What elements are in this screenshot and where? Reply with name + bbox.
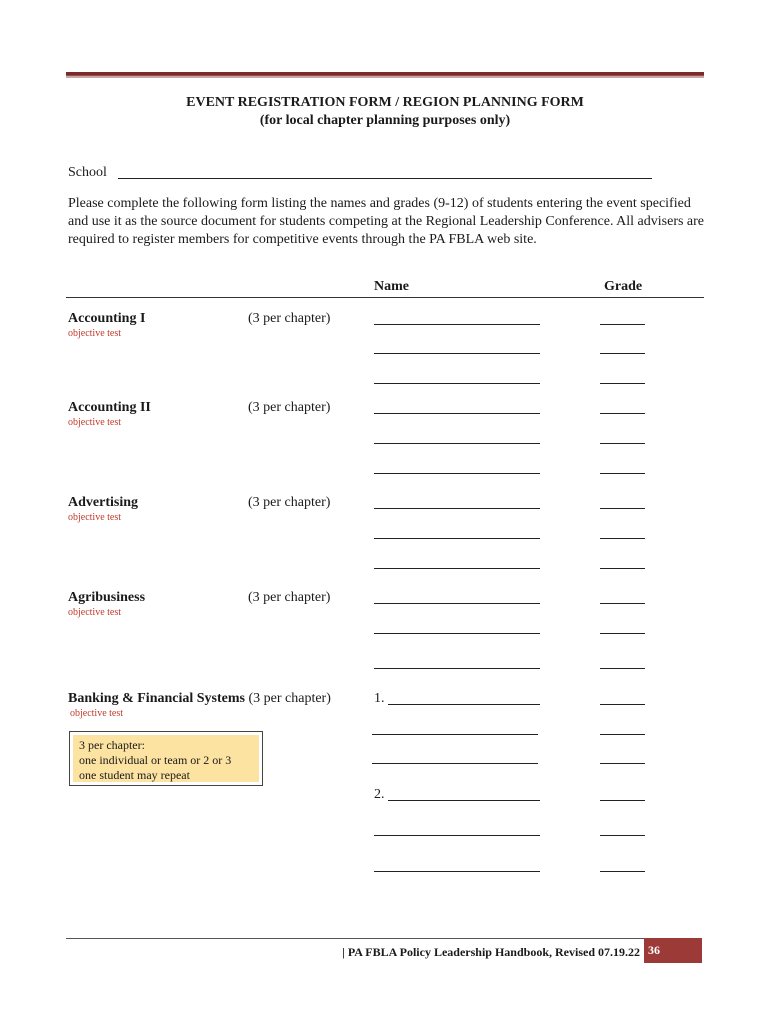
grade-entry-line[interactable] [600,413,645,414]
name-entry-line[interactable] [374,871,540,872]
name-entry-line[interactable] [374,443,540,444]
grade-entry-line[interactable] [600,668,645,669]
top-rule [66,72,704,78]
grade-entry-line[interactable] [600,835,645,836]
event-advertising-limit: (3 per chapter) [248,495,331,510]
event-banking-limit: (3 per chapter) [248,691,331,706]
name-entry-line[interactable] [374,508,540,509]
team-2-label: 2. [374,787,385,802]
team-note-line-3: one student may repeat [79,768,190,782]
grade-entry-line[interactable] [600,800,645,801]
grade-entry-line[interactable] [600,508,645,509]
name-entry-line[interactable] [374,413,540,414]
name-entry-line[interactable] [374,633,540,634]
event-accounting-2-type: objective test [68,417,122,428]
name-column-header: Name [374,279,409,294]
name-entry-line[interactable] [374,473,540,474]
team-note-line-2: one individual or team or 2 or 3 [79,753,232,767]
page-number: 36 [644,938,702,963]
team-note-box [69,731,263,786]
grade-entry-line[interactable] [600,383,645,384]
grade-entry-line[interactable] [600,353,645,354]
event-accounting-1-type: objective test [68,328,122,339]
grade-entry-line[interactable] [600,734,645,735]
team-note-content [73,735,259,782]
event-accounting-2-name: Accounting II [68,400,151,415]
form-title: EVENT REGISTRATION FORM / REGION PLANNING FORM [186,95,584,110]
name-entry-line[interactable] [374,383,540,384]
name-entry-line[interactable] [374,353,540,354]
name-entry-line[interactable] [374,603,540,604]
school-input-line[interactable] [118,178,652,179]
footer-handbook-text: | PA FBLA Policy Leadership Handbook, Revised 07.19.22 [342,945,640,959]
form-subtitle: (for local chapter planning purposes only) [259,113,511,128]
name-entry-line[interactable] [372,763,538,764]
grade-entry-line[interactable] [600,704,645,705]
grade-entry-line[interactable] [600,443,645,444]
grade-entry-line[interactable] [600,568,645,569]
grade-entry-line[interactable] [600,603,645,604]
event-agribusiness-type: objective test [68,607,122,618]
grade-column-header: Grade [604,279,643,294]
footer-rule [66,938,644,939]
team-1-label: 1. [374,691,385,706]
grade-entry-line[interactable] [600,473,645,474]
team-note-line-1: 3 per chapter: [79,738,145,752]
name-entry-line[interactable] [374,538,540,539]
event-agribusiness-name: Agribusiness [68,590,146,605]
header-rule [66,297,704,298]
event-agribusiness-limit: (3 per chapter) [248,590,331,605]
instructions-text: Please complete the following form listing the names and grades (9-12) of students entering the event specified and use it as the source document for students competing at the Regional Leadership Conference. All advisers are required to register members for competitive events through the PA FBLA web site. [68,196,705,247]
name-entry-line[interactable] [372,734,538,735]
name-entry-line[interactable] [374,324,540,325]
name-entry-line[interactable] [374,668,540,669]
name-entry-line[interactable] [388,800,540,801]
event-banking-type: objective test [70,708,124,719]
event-accounting-1-name: Accounting I [68,311,146,326]
event-banking-title: Banking & Financial Systems [68,691,245,706]
name-entry-line[interactable] [374,568,540,569]
grade-entry-line[interactable] [600,633,645,634]
name-entry-line[interactable] [374,835,540,836]
school-label: School [68,165,107,180]
event-accounting-2-limit: (3 per chapter) [248,400,331,415]
event-advertising-name: Advertising [68,495,138,510]
grade-entry-line[interactable] [600,871,645,872]
grade-entry-line[interactable] [600,763,645,764]
grade-entry-line[interactable] [600,538,645,539]
name-entry-line[interactable] [388,704,540,705]
event-advertising-type: objective test [68,512,122,523]
event-accounting-1-limit: (3 per chapter) [248,311,331,326]
grade-entry-line[interactable] [600,324,645,325]
event-banking-name [68,691,331,707]
